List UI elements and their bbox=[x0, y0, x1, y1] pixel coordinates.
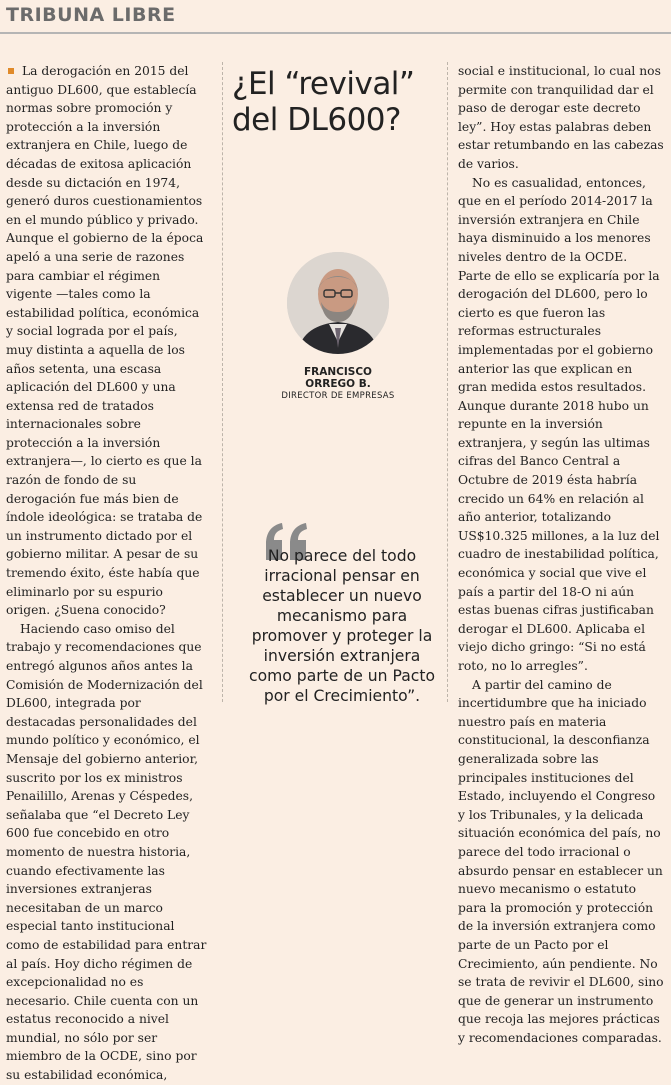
author-photo bbox=[287, 252, 389, 354]
right-paragraph-1: social e institucional, lo cual nos permite con tranquilidad dar el paso de derogar este decreto ley”. Hoy estas palabras deben estar retumbando en las cabezas de varios. bbox=[458, 64, 664, 171]
author-portrait-icon bbox=[287, 252, 389, 354]
author-name bbox=[232, 366, 444, 390]
author-name-line2: ORREGO B. bbox=[305, 378, 371, 390]
right-column bbox=[458, 62, 664, 1047]
pull-quote: No parece del todo irracional pensar en establecer un nuevo mecanismo para promover y proteger la inversión extranjera como parte de un Pacto por el Crecimiento”. bbox=[249, 547, 435, 705]
left-paragraph-1-text: La derogación en 2015 del antiguo DL600, que establecía normas sobre promoción y protección a la inversión extranjera en Chile, luego de décadas de exitosa aplicación desde su dictación en 1974, generó duros cuestionamientos en el mundo público y privado. Aunque el gobierno de la época apeló a una serie de razones para cambiar el régimen vigente —tales como la estabilidad política, económica y social lograda por el país, muy distinta a aquella de los años setenta, una escasa aplicación del DL600 y una extensa red de tratados internacionales sobre protección a la inversión extranjera—, lo cierto es que la razón de fondo de su derogación fue más bien de índole ideológica: se trataba de un instrumento dictado por el gobierno militar. A pesar de su tremendo éxito, éste había que eliminarlo por su espurio origen. ¿Suena conocido? bbox=[6, 64, 204, 618]
column-divider-left bbox=[222, 62, 223, 702]
right-paragraph-2: No es casualidad, entonces, que en el período 2014-2017 la inversión extranjera en Chile haya disminuido a los menores niveles dentro de la OCDE. Parte de ello se explicaría por la derogación del DL600, pero lo cierto es que fueron las reformas estructurales implementadas por el gobierno anterior las que explican en gran medida estos resultados. Aunque durante 2018 hubo un repunte en la inversión extranjera, y según las ultimas cifras del Banco Central a Octubre de 2019 ésta habría crecido un 64% en relación al año anterior, totalizando US$10.325 millones, a la luz del cuadro de inestabilidad política, económica y social que vive el país a partir del 18-O ni aún estas buenas cifras justificaban derogar el DL600. Aplicaba el viejo dicho gringo: “Si no está roto, no lo arregles”. bbox=[458, 175, 660, 673]
column-divider-right bbox=[447, 62, 448, 702]
section-title: TRIBUNA LIBRE bbox=[6, 4, 176, 26]
square-bullet-icon bbox=[8, 68, 14, 74]
author-name-line1: FRANCISCO bbox=[304, 366, 372, 378]
left-paragraph-2: Haciendo caso omiso del trabajo y recomendaciones que entregó algunos años antes la Comisión de Modernización del DL600, integrada por destacadas personalidades del mundo político y económico, el Mensaje del gobierno anterior, suscrito por los ex ministros Penailillo, Arenas y Céspedes, señalaba que “el Decreto Ley 600 fue concebido en otro momento de nuestra historia, cuando efectivamente las inversiones extranjeras necesitaban de un marco especial tanto institucional como de estabilidad para entrar al país. Hoy dicho régimen de excepcionalidad no es necesario. Chile cuenta con un estatus reconocido a nivel mundial, no sólo por ser miembro de la OCDE, sino por su estabilidad económica, bbox=[6, 621, 207, 1083]
left-column bbox=[6, 62, 208, 1085]
right-paragraph-3: A partir del camino de incertidumbre que ha iniciado nuestro país en materia constitucional, la desconfianza generalizada sobre las principales instituciones del Estado, incluyendo el Congreso y los Tribunales, y la delicada situación económica del país, no parece del todo irracional o absurdo pensar en establecer un nuevo mecanismo o estatuto para la promoción y protección de la inversión extranjera como parte de un Pacto por el Crecimiento, aún pendiente. No se trata de revivir el DL600, sino que de generar un instrumento que recoja las mejores prácticas y recomendaciones comparadas. bbox=[458, 677, 664, 1045]
article-headline: ¿El “revival” del DL600? bbox=[232, 66, 415, 138]
author-role: DIRECTOR DE EMPRESAS bbox=[281, 391, 395, 401]
header-divider bbox=[0, 32, 671, 34]
left-paragraph-1 bbox=[6, 62, 208, 620]
